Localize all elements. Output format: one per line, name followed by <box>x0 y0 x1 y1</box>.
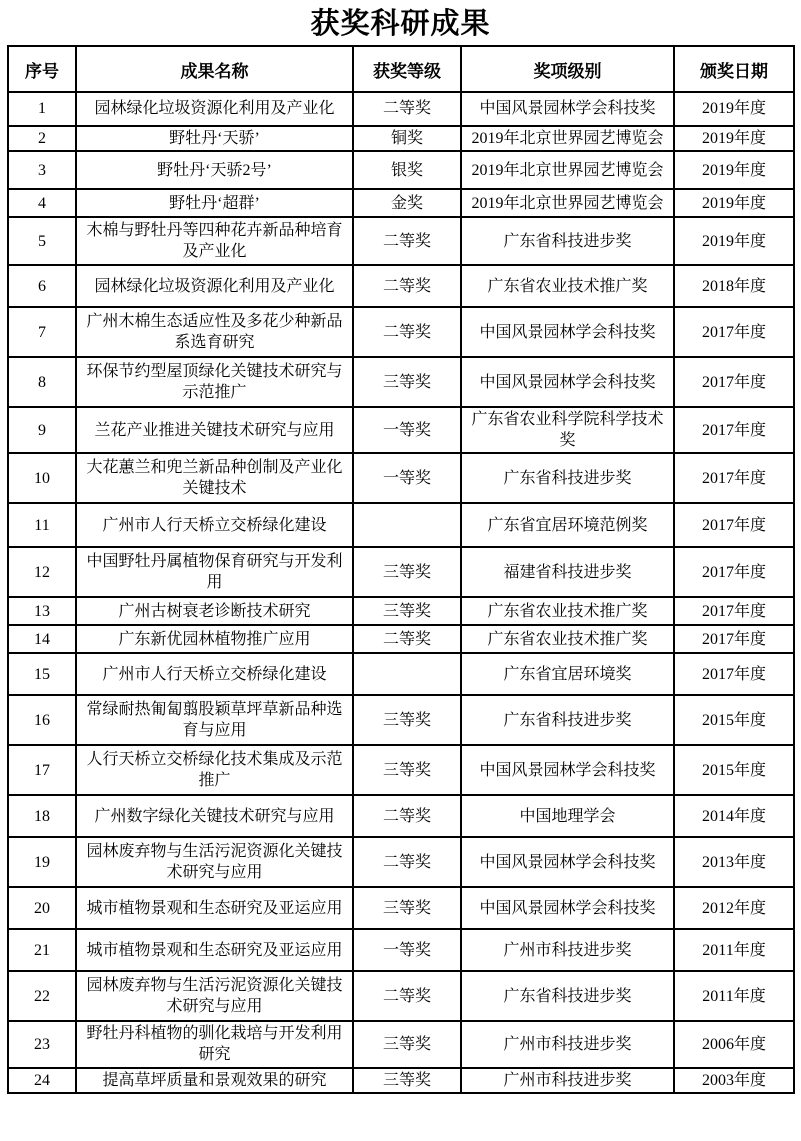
cell-name: 野牡丹‘天骄2号’ <box>76 151 353 189</box>
cell-level: 2019年北京世界园艺博览会 <box>461 151 674 189</box>
cell-grade: 二等奖 <box>353 971 461 1021</box>
cell-no: 4 <box>8 189 76 217</box>
cell-level: 中国风景园林学会科技奖 <box>461 357 674 407</box>
cell-no: 6 <box>8 265 76 307</box>
cell-date: 2017年度 <box>674 653 794 695</box>
cell-level: 中国风景园林学会科技奖 <box>461 745 674 795</box>
table-row <box>8 151 794 189</box>
cell-no: 18 <box>8 795 76 837</box>
cell-name: 广州市人行天桥立交桥绿化建设 <box>76 503 353 547</box>
cell-grade: 二等奖 <box>353 265 461 307</box>
cell-no: 19 <box>8 837 76 887</box>
table-row <box>8 217 794 265</box>
cell-name: 城市植物景观和生态研究及亚运应用 <box>76 929 353 971</box>
cell-no: 22 <box>8 971 76 1021</box>
cell-level: 中国地理学会 <box>461 795 674 837</box>
table-row <box>8 189 794 217</box>
cell-name: 广州木棉生态适应性及多花少种新品系选育研究 <box>76 307 353 357</box>
table-row <box>8 307 794 357</box>
table-row <box>8 407 794 453</box>
cell-level: 中国风景园林学会科技奖 <box>461 307 674 357</box>
cell-name: 野牡丹‘超群’ <box>76 189 353 217</box>
cell-level: 广东省科技进步奖 <box>461 695 674 745</box>
cell-level: 广东省科技进步奖 <box>461 453 674 503</box>
cell-grade: 一等奖 <box>353 407 461 453</box>
cell-date: 2017年度 <box>674 503 794 547</box>
cell-date: 2017年度 <box>674 307 794 357</box>
header-row <box>8 46 794 92</box>
cell-level: 中国风景园林学会科技奖 <box>461 92 674 126</box>
cell-grade: 金奖 <box>353 189 461 217</box>
cell-date: 2017年度 <box>674 547 794 597</box>
table-row <box>8 971 794 1021</box>
cell-name: 广东新优园林植物推广应用 <box>76 625 353 653</box>
cell-grade: 二等奖 <box>353 625 461 653</box>
cell-grade: 二等奖 <box>353 795 461 837</box>
cell-name: 兰花产业推进关键技术研究与应用 <box>76 407 353 453</box>
cell-grade: 二等奖 <box>353 92 461 126</box>
cell-date: 2017年度 <box>674 357 794 407</box>
table-row <box>8 597 794 625</box>
table-row <box>8 1021 794 1067</box>
cell-grade: 一等奖 <box>353 453 461 503</box>
cell-date: 2015年度 <box>674 745 794 795</box>
cell-level: 广东省农业技术推广奖 <box>461 265 674 307</box>
column-header-level: 奖项级别 <box>461 46 674 92</box>
cell-name: 大花蕙兰和兜兰新品种创制及产业化关键技术 <box>76 453 353 503</box>
cell-level: 广东省农业科学院科学技术奖 <box>461 407 674 453</box>
cell-level: 广东省农业技术推广奖 <box>461 597 674 625</box>
table-row <box>8 745 794 795</box>
cell-date: 2017年度 <box>674 407 794 453</box>
cell-date: 2011年度 <box>674 929 794 971</box>
cell-no: 20 <box>8 887 76 929</box>
cell-level: 广州市科技进步奖 <box>461 1068 674 1093</box>
cell-date: 2019年度 <box>674 217 794 265</box>
table-row <box>8 695 794 745</box>
table-row <box>8 1068 794 1093</box>
cell-name: 常绿耐热匍匐翦股颖草坪草新品种选育与应用 <box>76 695 353 745</box>
cell-name: 人行天桥立交桥绿化技术集成及示范推广 <box>76 745 353 795</box>
cell-no: 8 <box>8 357 76 407</box>
cell-name: 广州数字绿化关键技术研究与应用 <box>76 795 353 837</box>
cell-level: 广东省科技进步奖 <box>461 217 674 265</box>
cell-grade: 三等奖 <box>353 695 461 745</box>
cell-name: 广州市人行天桥立交桥绿化建设 <box>76 653 353 695</box>
cell-no: 3 <box>8 151 76 189</box>
cell-name: 园林绿化垃圾资源化利用及产业化 <box>76 265 353 307</box>
cell-grade: 银奖 <box>353 151 461 189</box>
cell-no: 2 <box>8 126 76 151</box>
table-row <box>8 126 794 151</box>
cell-no: 16 <box>8 695 76 745</box>
cell-grade: 三等奖 <box>353 547 461 597</box>
cell-grade: 铜奖 <box>353 126 461 151</box>
cell-name: 园林绿化垃圾资源化利用及产业化 <box>76 92 353 126</box>
cell-name: 中国野牡丹属植物保育研究与开发利用 <box>76 547 353 597</box>
table-row <box>8 92 794 126</box>
cell-level: 中国风景园林学会科技奖 <box>461 887 674 929</box>
cell-name: 园林废弃物与生活污泥资源化关键技术研究与应用 <box>76 971 353 1021</box>
cell-date: 2019年度 <box>674 92 794 126</box>
cell-date: 2017年度 <box>674 453 794 503</box>
cell-grade: 三等奖 <box>353 597 461 625</box>
column-header-grade: 获奖等级 <box>353 46 461 92</box>
cell-date: 2014年度 <box>674 795 794 837</box>
cell-level: 福建省科技进步奖 <box>461 547 674 597</box>
cell-no: 23 <box>8 1021 76 1067</box>
cell-name: 广州古树衰老诊断技术研究 <box>76 597 353 625</box>
cell-date: 2012年度 <box>674 887 794 929</box>
cell-name: 野牡丹‘天骄’ <box>76 126 353 151</box>
cell-grade: 三等奖 <box>353 1068 461 1093</box>
cell-date: 2018年度 <box>674 265 794 307</box>
cell-name: 提高草坪质量和景观效果的研究 <box>76 1068 353 1093</box>
cell-name: 野牡丹科植物的驯化栽培与开发利用研究 <box>76 1021 353 1067</box>
cell-name: 园林废弃物与生活污泥资源化关键技术研究与应用 <box>76 837 353 887</box>
cell-level: 2019年北京世界园艺博览会 <box>461 189 674 217</box>
table-row <box>8 265 794 307</box>
cell-date: 2017年度 <box>674 597 794 625</box>
cell-grade <box>353 503 461 547</box>
cell-no: 17 <box>8 745 76 795</box>
cell-grade: 一等奖 <box>353 929 461 971</box>
cell-date: 2017年度 <box>674 625 794 653</box>
table-row <box>8 887 794 929</box>
cell-level: 广州市科技进步奖 <box>461 929 674 971</box>
cell-no: 14 <box>8 625 76 653</box>
cell-level: 广东省农业技术推广奖 <box>461 625 674 653</box>
cell-no: 15 <box>8 653 76 695</box>
cell-date: 2011年度 <box>674 971 794 1021</box>
cell-no: 13 <box>8 597 76 625</box>
table-row <box>8 929 794 971</box>
cell-grade: 三等奖 <box>353 357 461 407</box>
cell-no: 5 <box>8 217 76 265</box>
cell-grade: 三等奖 <box>353 887 461 929</box>
table-body <box>8 92 794 1093</box>
cell-date: 2013年度 <box>674 837 794 887</box>
cell-grade: 二等奖 <box>353 837 461 887</box>
cell-level: 2019年北京世界园艺博览会 <box>461 126 674 151</box>
cell-date: 2015年度 <box>674 695 794 745</box>
cell-name: 环保节约型屋顶绿化关键技术研究与示范推广 <box>76 357 353 407</box>
table-row <box>8 625 794 653</box>
cell-level: 广东省宜居环境范例奖 <box>461 503 674 547</box>
column-header-name: 成果名称 <box>76 46 353 92</box>
table-row <box>8 837 794 887</box>
page-title: 获奖科研成果 <box>310 8 491 40</box>
cell-grade: 二等奖 <box>353 217 461 265</box>
cell-no: 1 <box>8 92 76 126</box>
cell-no: 9 <box>8 407 76 453</box>
cell-date: 2019年度 <box>674 126 794 151</box>
cell-date: 2019年度 <box>674 189 794 217</box>
cell-no: 24 <box>8 1068 76 1093</box>
cell-no: 12 <box>8 547 76 597</box>
table-row <box>8 453 794 503</box>
cell-name: 木棉与野牡丹等四种花卉新品种培育及产业化 <box>76 217 353 265</box>
table-row <box>8 357 794 407</box>
cell-level: 广州市科技进步奖 <box>461 1021 674 1067</box>
table-row <box>8 795 794 837</box>
cell-no: 10 <box>8 453 76 503</box>
table-row <box>8 503 794 547</box>
cell-grade: 三等奖 <box>353 1021 461 1067</box>
cell-no: 7 <box>8 307 76 357</box>
cell-grade <box>353 653 461 695</box>
awards-table <box>7 45 795 1094</box>
column-header-date: 颁奖日期 <box>674 46 794 92</box>
cell-level: 广东省宜居环境奖 <box>461 653 674 695</box>
table-row <box>8 547 794 597</box>
cell-grade: 三等奖 <box>353 745 461 795</box>
cell-no: 11 <box>8 503 76 547</box>
cell-level: 中国风景园林学会科技奖 <box>461 837 674 887</box>
cell-name: 城市植物景观和生态研究及亚运应用 <box>76 887 353 929</box>
cell-grade: 二等奖 <box>353 307 461 357</box>
cell-date: 2006年度 <box>674 1021 794 1067</box>
column-header-no: 序号 <box>8 46 76 92</box>
cell-date: 2003年度 <box>674 1068 794 1093</box>
cell-no: 21 <box>8 929 76 971</box>
cell-level: 广东省科技进步奖 <box>461 971 674 1021</box>
table-header <box>8 46 794 92</box>
cell-date: 2019年度 <box>674 151 794 189</box>
table-row <box>8 653 794 695</box>
